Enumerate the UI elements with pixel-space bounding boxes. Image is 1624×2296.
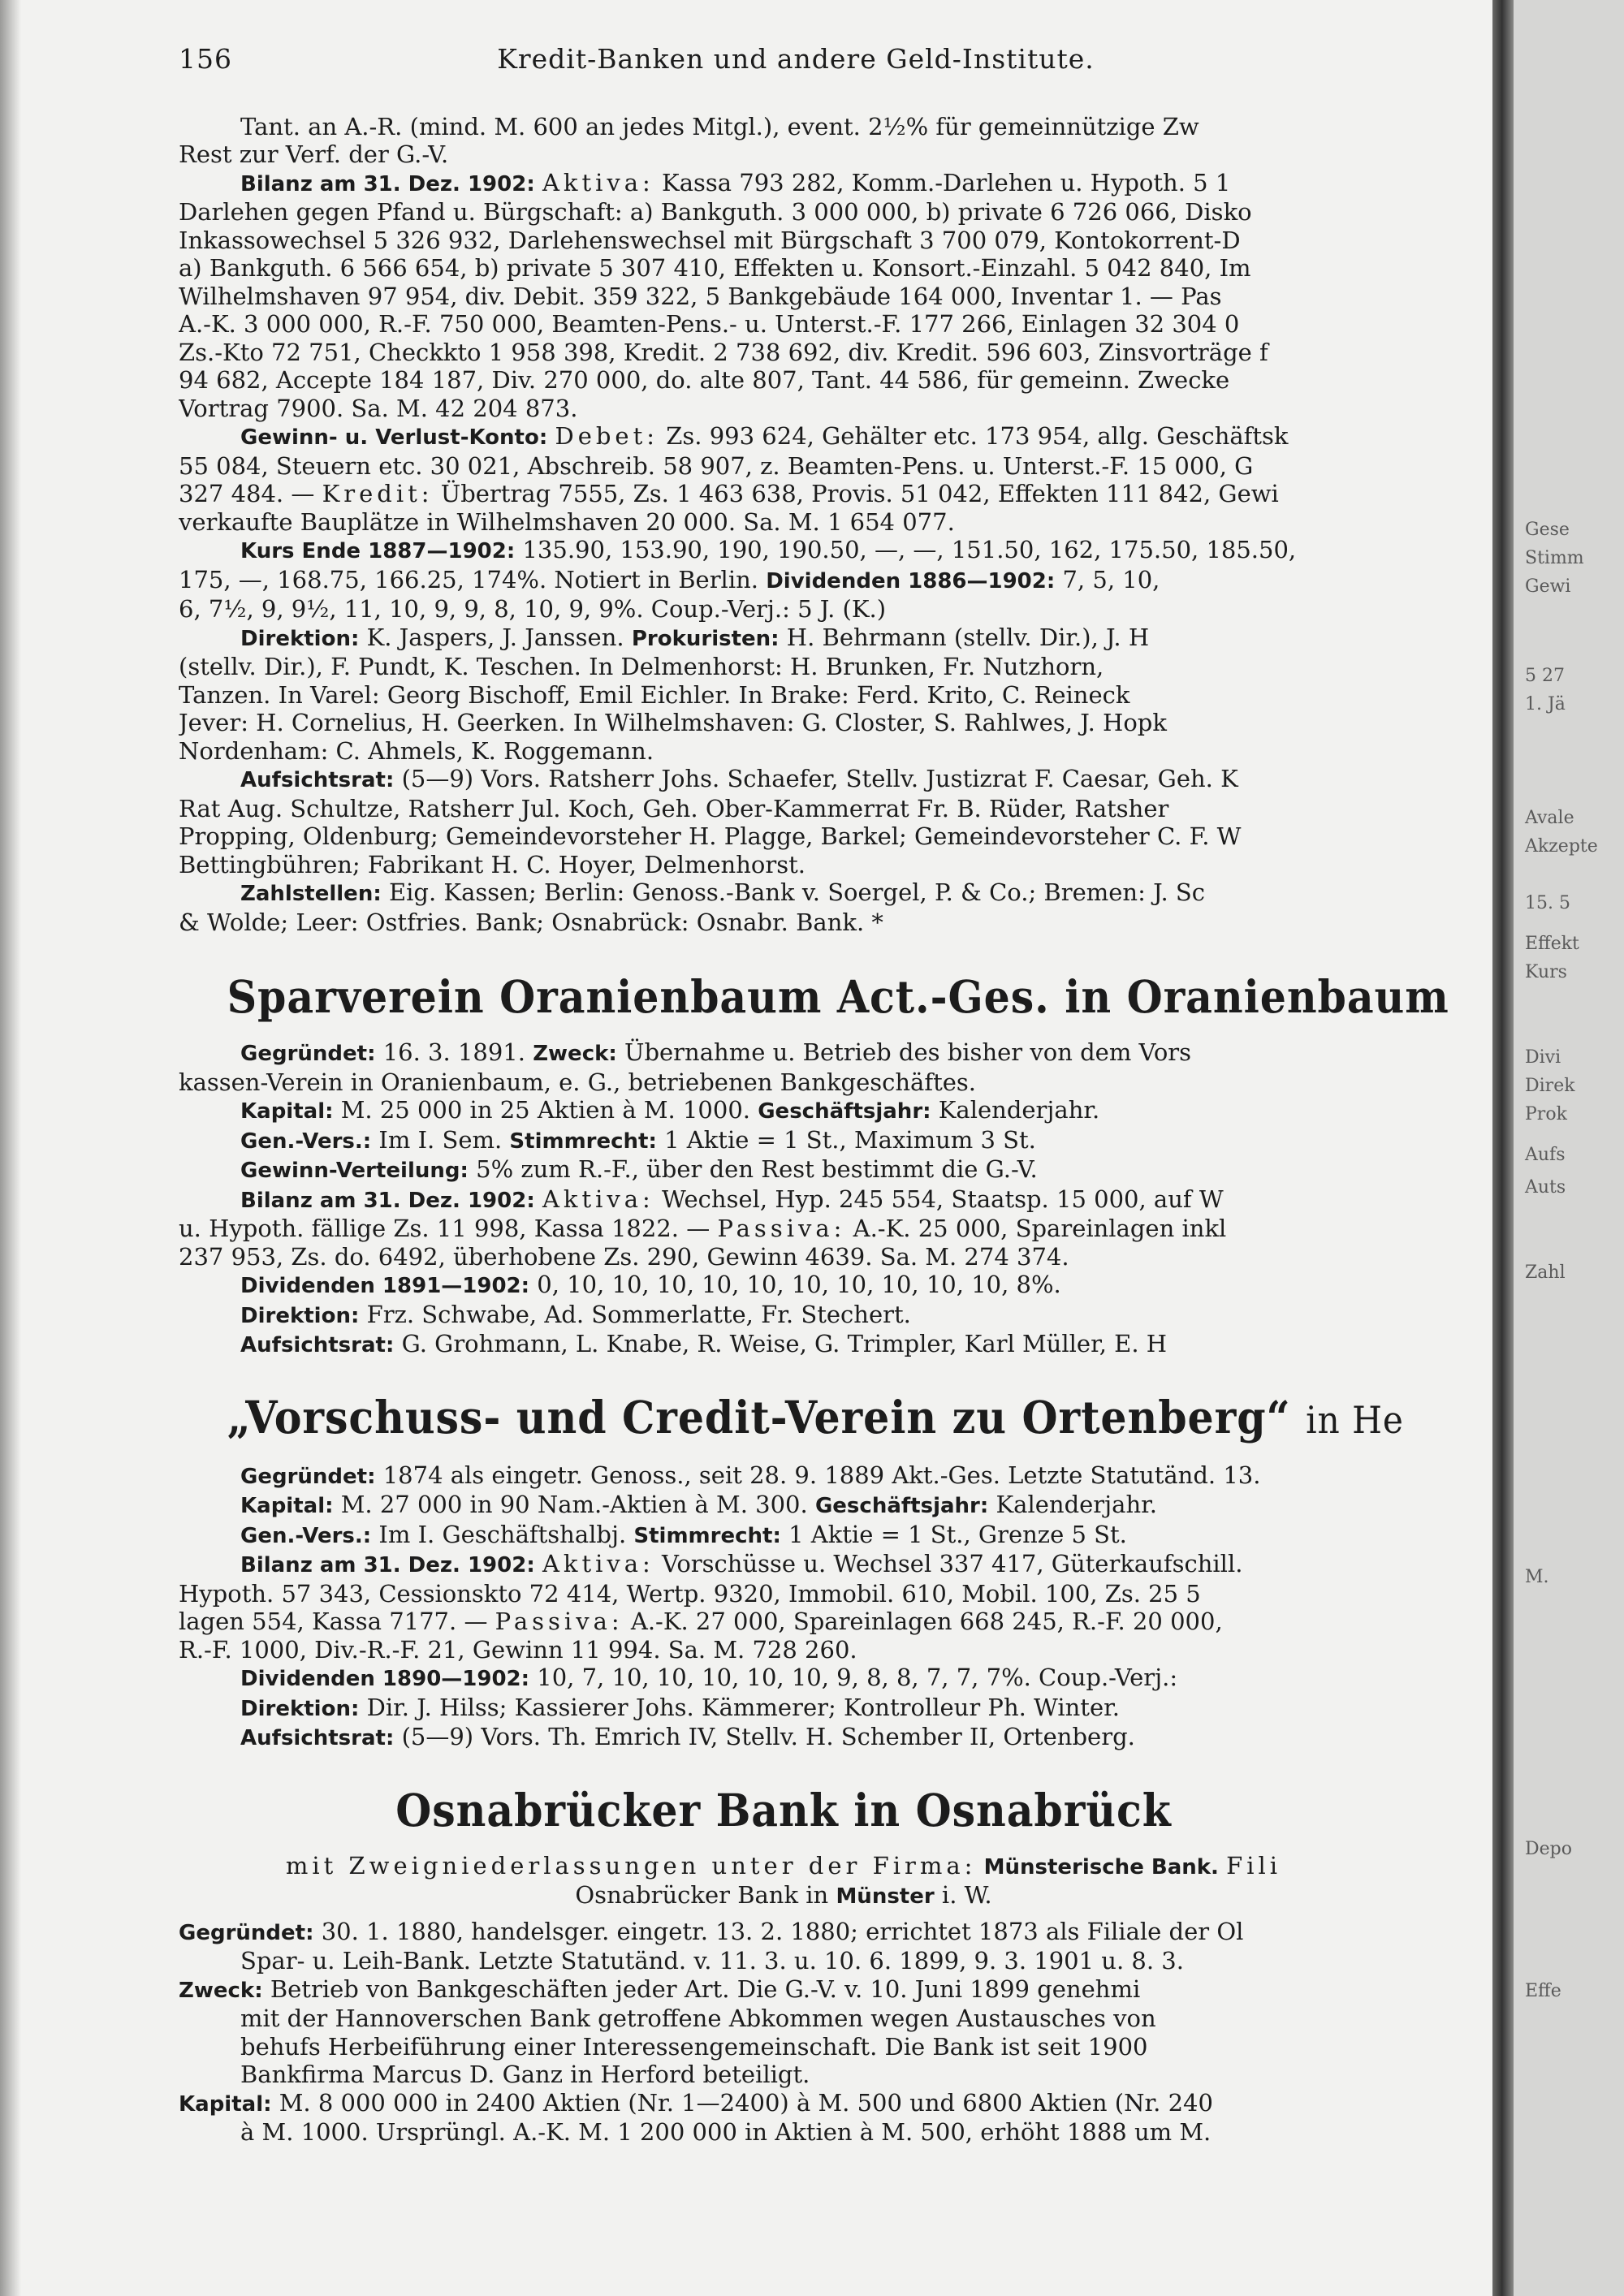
text-line [179, 1215, 1389, 1243]
bilanz-value: Vorschüsse u. Wechsel 337 417, Güterkaufschill. [662, 1550, 1243, 1577]
text-line: a) Bankguth. 6 566 654, b) private 5 307 410, Effekten u. Konsort.-Einzahl. 5 042 840, Im [179, 254, 1251, 282]
running-title: Kredit-Banken und andere Geld-Institute. [497, 43, 1095, 75]
adjacent-fragment: Auts [1525, 1177, 1566, 1198]
gegruendet-line [179, 1918, 1389, 1948]
text-line [179, 566, 1389, 596]
stimmrecht-label: Stimmrecht: [509, 1129, 657, 1154]
passiva-label: Passiva: [717, 1215, 846, 1242]
page-binding-shadow [0, 0, 21, 2296]
dividenden-value: 0, 10, 10, 10, 10, 10, 10, 10, 10, 10, 10, 8%. [537, 1271, 1061, 1298]
kapital-value: M. 25 000 in 25 Aktien à M. 1000. [340, 1096, 750, 1124]
gegruendet-label: Gegründet: [240, 1042, 376, 1066]
adjacent-fragment: Akzepte [1525, 836, 1598, 857]
text-line: verkaufte Bauplätze in Wilhelmshaven 20 000. Sa. M. 1 654 077. [179, 507, 955, 536]
text-line: 94 682, Accepte 184 187, Div. 270 000, do. alte 807, Tant. 44 586, für gemeinn. Zwecke [179, 366, 1230, 394]
text-line: Nordenham: C. Ahmels, K. Roggemann. [179, 736, 654, 765]
text-line: 6, 7½, 9, 9½, 11, 10, 9, 9, 8, 10, 9, 9%. Coup.-Verj.: 5 J. (K.) [179, 595, 887, 623]
subtitle-line [179, 1852, 1389, 1882]
bilanz-label: Bilanz am 31. Dez. 1902: [240, 1553, 535, 1577]
bilanz-line [179, 1185, 1389, 1215]
adjacent-fragment: Effekt [1525, 934, 1579, 954]
zahlstellen-line [179, 878, 1389, 908]
branch-name: Münsterische Bank. [983, 1854, 1219, 1880]
text-line: Spar- u. Leih-Bank. Letzte Statutänd. v. 11. 3. u. 10. 6. 1899, 9. 3. 1901 u. 8. 3. [240, 1947, 1184, 1974]
entry-previous-bank [179, 113, 1389, 937]
entry-heading: Sparverein Oranienbaum Act.-Ges. in Oranienbaum [227, 970, 1449, 1023]
bilanz-line [179, 169, 1389, 199]
text-line: kassen-Verein in Oranienbaum, e. G., betriebenen Bankgeschäftes. [179, 1068, 976, 1096]
zweck-value: Übernahme u. Betrieb des bisher von dem Vors [624, 1038, 1192, 1066]
text-fragment: lagen 554, Kassa 7177. — [179, 1608, 488, 1635]
gegruendet-value: 1874 als eingetr. Genoss., seit 28. 9. 1889 Akt.-Ges. Letzte Statutänd. 13. [382, 1461, 1261, 1489]
text-line: 237 953, Zs. do. 6492, überhobene Zs. 290, Gewinn 4639. Sa. M. 274 374. [179, 1242, 1069, 1271]
dividenden-value: 10, 7, 10, 10, 10, 10, 10, 9, 8, 8, 7, 7, 7%. Coup.-Verj.: [537, 1664, 1178, 1691]
adjacent-fragment: Divi [1525, 1047, 1561, 1068]
prokuristen-value: H. Behrmann (stellv. Dir.), J. H [786, 623, 1150, 651]
dividenden-line [179, 1664, 1389, 1694]
adjacent-fragment: Depo [1525, 1839, 1572, 1859]
aufsichtsrat-label: Aufsichtsrat: [240, 1333, 395, 1357]
adjacent-fragment: Kurs [1525, 962, 1567, 982]
aufsichtsrat-value: (5—9) Vors. Th. Emrich IV, Stellv. H. Schember II, Ortenberg. [401, 1723, 1135, 1750]
gegruendet-label: Gegründet: [240, 1464, 376, 1489]
genvers-label: Gen.-Vers.: [240, 1129, 372, 1154]
text-line: Bettingbühren; Fabrikant H. C. Hoyer, Delmenhorst. [179, 850, 806, 878]
text-fragment: Fili [1226, 1851, 1282, 1880]
text-line: R.-F. 1000, Div.-R.-F. 21, Gewinn 11 994. Sa. M. 728 260. [179, 1635, 857, 1664]
text-fragment: mit Zweigniederlassungen unter der Firma: [285, 1851, 977, 1880]
adjacent-fragment: 1. Jä [1525, 694, 1566, 714]
text-line: Darlehen gegen Pfand u. Bürgschaft: a) Bankguth. 3 000 000, b) private 6 726 066, Disko [179, 198, 1252, 226]
text-line: Hypoth. 57 343, Cessionskto 72 414, Wertp. 9320, Immobil. 610, Mobil. 100, Zs. 25 5 [179, 1579, 1201, 1608]
text-fragment: A.-K. 25 000, Spareinlagen inkl [853, 1215, 1227, 1242]
bilanz-line [179, 1550, 1389, 1580]
text-line: Wilhelmshaven 97 954, div. Debit. 359 322, 5 Bankgebäude 164 000, Inventar 1. — Pas [179, 282, 1222, 310]
kurs-value: 135.90, 153.90, 190, 190.50, —, —, 151.50, 162, 175.50, 185.50, [522, 536, 1297, 563]
text-line [179, 1608, 1389, 1636]
aufsichtsrat-line [179, 765, 1389, 795]
dividenden-label: Dividenden 1886—1902: [766, 568, 1056, 593]
text-line: & Wolde; Leer: Ostfries. Bank; Osnabrück: Osnabr. Bank. * [179, 908, 883, 936]
stimmrecht-value: 1 Aktie = 1 St., Grenze 5 St. [788, 1520, 1127, 1548]
direktion-line [179, 1301, 1389, 1331]
geschaeftsjahr-value: Kalenderjahr. [938, 1096, 1100, 1124]
adjacent-fragment: 5 27 [1525, 666, 1565, 686]
zahlstellen-label: Zahlstellen: [240, 882, 382, 906]
text-line: Jever: H. Cornelius, H. Geerken. In Wilhelmshaven: G. Closter, S. Rahlwes, J. Hopk [179, 709, 1167, 736]
direktion-label: Direktion: [240, 1303, 360, 1328]
passiva-label: Passiva: [495, 1608, 624, 1635]
entry-heading: Osnabrücker Bank in Osnabrück [395, 1783, 1172, 1836]
gewinn-verteilung-line [179, 1155, 1389, 1185]
dividenden-line [179, 1271, 1389, 1301]
adjacent-fragment: Avale [1525, 808, 1574, 828]
direktion-label: Direktion: [240, 626, 360, 651]
gegruendet-value: 30. 1. 1880, handelsger. eingetr. 13. 2. 1880; errichtet 1873 als Filiale der Ol [321, 1917, 1244, 1945]
text-line: Bankfirma Marcus D. Ganz in Herford beteiligt. [240, 2061, 810, 2088]
text-line: Rest zur Verf. der G.-V. [179, 140, 449, 168]
guv-line [179, 422, 1389, 452]
kurs-label: Kurs Ende 1887—1902: [240, 539, 516, 563]
direktion-label: Direktion: [240, 1696, 360, 1721]
genvers-line [179, 1126, 1389, 1156]
direktion-line [179, 1694, 1389, 1724]
kapital-value: M. 27 000 in 90 Nam.-Aktien à M. 300. [340, 1491, 808, 1518]
text-fragment: u. Hypoth. fällige Zs. 11 998, Kassa 1822. — [179, 1215, 710, 1242]
gegruendet-label: Gegründet: [179, 1920, 314, 1945]
gegruendet-line [179, 1038, 1389, 1068]
text-fragment: 7, 5, 10, [1062, 565, 1160, 593]
direktion-value: Dir. J. Hilss; Kassierer Johs. Kämmerer; Kontrolleur Ph. Winter. [366, 1693, 1121, 1721]
entry-heading-tail: in He [1306, 1397, 1404, 1442]
subtitle-line [179, 1881, 1389, 1911]
dividenden-label: Dividenden 1891—1902: [240, 1274, 530, 1298]
bilanz-label: Bilanz am 31. Dez. 1902: [240, 171, 535, 196]
geschaeftsjahr-label: Geschäftsjahr: [758, 1099, 931, 1124]
entry-sparverein-oranienbaum [179, 969, 1449, 1360]
aufsichtsrat-line [179, 1330, 1389, 1360]
text-fragment: 175, —, 168.75, 166.25, 174%. Notiert in Berlin. [179, 565, 758, 593]
aufsichtsrat-value: (5—9) Vors. Ratsherr Johs. Schaefer, Stellv. Justizrat F. Caesar, Geh. K [401, 765, 1238, 792]
adjacent-fragment: Gese [1525, 520, 1570, 540]
zweck-line [179, 1975, 1389, 2005]
page-number: 156 [179, 43, 232, 75]
text-line: à M. 1000. Ursprüngl. A.-K. M. 1 200 000 in Aktien à M. 500, erhöht 1888 um M. [240, 2118, 1212, 2146]
text-line: Tant. an A.-R. (mind. M. 600 an jedes Mitgl.), event. 2½% für gemeinnützige Zw [240, 112, 1199, 140]
genvers-value: Im I. Sem. [378, 1125, 503, 1154]
zahlstellen-value: Eig. Kassen; Berlin: Genoss.-Bank v. Soergel, P. & Co.; Bremen: J. Sc [388, 878, 1206, 906]
aktiva-label: Aktiva: [542, 168, 654, 196]
geschaeftsjahr-label: Geschäftsjahr: [814, 1494, 989, 1518]
guv-value: Zs. 993 624, Gehälter etc. 173 954, allg. Geschäftsk [666, 422, 1289, 450]
aufsichtsrat-value: G. Grohmann, L. Knabe, R. Weise, G. Trimpler, Karl Müller, E. H [401, 1330, 1168, 1357]
bilanz-value: Kassa 793 282, Komm.-Darlehen u. Hypoth. 5 1 [662, 168, 1231, 196]
zweck-label: Zweck: [533, 1042, 617, 1066]
kapital-line [179, 1491, 1389, 1521]
entry-heading [227, 1389, 1404, 1448]
adjacent-fragment: Prok [1525, 1104, 1567, 1124]
stimmrecht-label: Stimmrecht: [633, 1523, 781, 1548]
text-line: (stellv. Dir.), F. Pundt, K. Teschen. In Delmenhorst: H. Brunken, Fr. Nutzhorn, [179, 653, 1104, 680]
text-line: Zs.-Kto 72 751, Checkkto 1 958 398, Kredit. 2 738 692, div. Kredit. 596 603, Zinsvorträge f [179, 338, 1268, 366]
text-line: Vortrag 7900. Sa. M. 42 204 873. [179, 394, 578, 422]
kurs-line [179, 536, 1389, 566]
guv-label: Gewinn- u. Verlust-Konto: [240, 425, 548, 450]
aufsichtsrat-line [179, 1723, 1389, 1753]
kapital-label: Kapital: [240, 1494, 334, 1518]
adjacent-fragment: M. [1525, 1567, 1549, 1587]
stimmrecht-value: 1 Aktie = 1 St., Maximum 3 St. [664, 1125, 1036, 1154]
text-fragment: i. W. [941, 1881, 992, 1909]
city-name: Münster [836, 1884, 935, 1909]
genvers-line [179, 1521, 1389, 1551]
adjacent-fragment: Aufs [1525, 1145, 1566, 1165]
text-line: Inkassowechsel 5 326 932, Darlehenswechsel mit Bürgschaft 3 700 079, Kontokorrent-D [179, 226, 1241, 254]
adjacent-fragment: 15. 5 [1525, 893, 1570, 913]
direktion-line [179, 624, 1389, 654]
page-content [179, 43, 1449, 2147]
gewinn-verteilung-value: 5% zum R.-F., über den Rest bestimmt die G.-V. [476, 1155, 1038, 1183]
text-fragment: Osnabrücker Bank in [575, 1881, 829, 1909]
entry-heading-text: „Vorschuss- und Credit-Verein zu Ortenberg“ [227, 1390, 1291, 1444]
kredit-label: Kredit: [322, 480, 434, 507]
gegruendet-line [179, 1461, 1389, 1491]
zweck-value: Betrieb von Bankgeschäften jeder Art. Die G.-V. v. 10. Juni 1899 genehmi [270, 1974, 1141, 2003]
text-line: 55 084, Steuern etc. 30 021, Abschreib. 58 907, z. Beamten-Pens. u. Unterst.-F. 15 000, G [179, 451, 1254, 480]
entry-osnabruecker-bank [179, 1782, 1389, 2147]
text-line [179, 480, 1389, 508]
gegruendet-value: 16. 3. 1891. [382, 1038, 525, 1066]
aktiva-label: Aktiva: [542, 1185, 654, 1213]
kapital-label: Kapital: [179, 2091, 272, 2117]
text-line: Tanzen. In Varel: Georg Bischoff, Emil Eichler. In Brake: Ferd. Krito, C. Reineck [179, 680, 1130, 709]
adjacent-fragment: Stimm [1525, 548, 1584, 568]
aktiva-label: Aktiva: [542, 1550, 654, 1577]
text-line: behufs Herbeiführung einer Interessengemeinschaft. Die Bank ist seit 1900 [240, 2032, 1148, 2061]
kapital-label: Kapital: [240, 1099, 334, 1124]
bilanz-value: Wechsel, Hyp. 245 554, Staatsp. 15 000, auf W [662, 1185, 1224, 1213]
text-fragment: 327 484. — [179, 480, 315, 507]
text-fragment: Übertrag 7555, Zs. 1 463 638, Provis. 51 042, Effekten 111 842, Gewi [440, 480, 1279, 507]
text-line: mit der Hannoverschen Bank getroffene Abkommen wegen Austausches von [240, 2005, 1156, 2032]
running-header [179, 45, 1389, 74]
aufsichtsrat-label: Aufsichtsrat: [240, 768, 395, 792]
zweck-label: Zweck: [179, 1978, 263, 2003]
gewinn-verteilung-label: Gewinn-Verteilung: [240, 1159, 469, 1183]
adjacent-fragment: Zahl [1525, 1262, 1566, 1283]
kapital-line [179, 1096, 1389, 1126]
kapital-line [179, 2089, 1389, 2119]
kapital-value: M. 8 000 000 in 2400 Aktien (Nr. 1—2400) à M. 500 und 6800 Aktien (Nr. 240 [279, 2088, 1213, 2117]
adjacent-fragment: Effe [1525, 1981, 1561, 2001]
adjacent-fragment: Gewi [1525, 576, 1571, 597]
bilanz-label: Bilanz am 31. Dez. 1902: [240, 1188, 535, 1213]
direktion-value: K. Jaspers, J. Janssen. [366, 623, 624, 651]
text-line: Rat Aug. Schultze, Ratsherr Jul. Koch, Geh. Ober-Kammerrat Fr. B. Rüder, Ratsher [179, 794, 1169, 822]
text-line: Propping, Oldenburg; Gemeindevorsteher H. Plagge, Barkel; Gemeindevorsteher C. F. W [179, 822, 1242, 850]
debet-label: Debet: [555, 422, 659, 450]
direktion-value: Frz. Schwabe, Ad. Sommerlatte, Fr. Stechert. [366, 1300, 911, 1328]
adjacent-fragment: Direk [1525, 1076, 1575, 1096]
aufsichtsrat-label: Aufsichtsrat: [240, 1726, 395, 1750]
text-fragment: A.-K. 27 000, Spareinlagen 668 245, R.-F. 20 000, [630, 1608, 1223, 1635]
entry-vorschuss-verein-ortenberg [179, 1389, 1404, 1753]
book-fold-shadow [1492, 0, 1514, 2296]
geschaeftsjahr-value: Kalenderjahr. [996, 1491, 1158, 1518]
dividenden-label: Dividenden 1890—1902: [240, 1667, 530, 1691]
prokuristen-label: Prokuristen: [631, 626, 780, 651]
genvers-value: Im I. Geschäftshalbj. [378, 1520, 627, 1548]
text-line: A.-K. 3 000 000, R.-F. 750 000, Beamten-Pens.- u. Unterst.-F. 177 266, Einlagen 32 304 0 [179, 310, 1240, 338]
adjacent-page-edge [1514, 0, 1624, 2296]
genvers-label: Gen.-Vers.: [240, 1523, 372, 1548]
